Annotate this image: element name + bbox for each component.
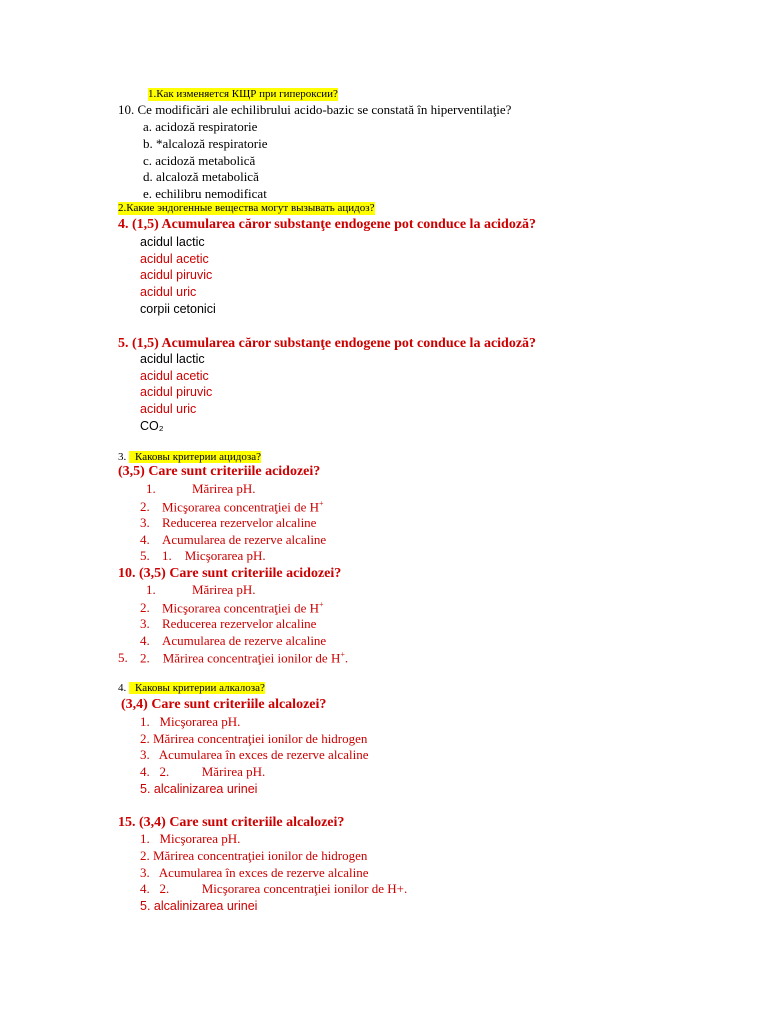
list-item: acidul piruvic bbox=[140, 268, 213, 282]
list-item: 5. 1. Micşorarea pH. bbox=[140, 548, 266, 563]
list-item: 2. Micşorarea concentraţiei de H+ bbox=[140, 600, 324, 616]
list-item: 4. 2. Mărirea pH. bbox=[140, 764, 266, 779]
section-4-title: Каковы критерии алкалоза? bbox=[129, 682, 265, 694]
list-item: 5. alcalinizarea urinei bbox=[140, 899, 258, 913]
list-item: 2. Mărirea concentraţiei ionilor de hidrogen bbox=[140, 848, 368, 863]
question-10-title: 10. (3,5) Care sunt criteriile acidozei? bbox=[118, 566, 342, 581]
question-5-title: 5. (1,5) Acumularea căror substanţe endogene pot conduce la acidoză? bbox=[118, 336, 537, 351]
list-item: acidul piruvic bbox=[140, 385, 213, 399]
acidosis-question-title: (3,5) Care sunt criteriile acidozei? bbox=[118, 464, 321, 479]
option-a: a. acidoză respiratorie bbox=[143, 119, 258, 134]
list-item: acidul lactic bbox=[140, 352, 205, 366]
list-item: 4. Acumularea de rezerve alcaline bbox=[140, 532, 327, 547]
section-4-number: 4. bbox=[118, 682, 127, 694]
question-15-title: 15. (3,4) Care sunt criteriile alcalozei? bbox=[118, 815, 345, 830]
list-item: 5. alcalinizarea urinei bbox=[140, 782, 258, 796]
list-item: 1. Mărirea pH. bbox=[146, 582, 256, 597]
list-item: 4. 2. Micşorarea concentraţiei ionilor de H+. bbox=[140, 881, 408, 896]
section-3-title: Каковы критерии ацидоза? bbox=[129, 451, 261, 463]
section-2-heading: 2.Какие эндогенные вещества могут вызывать ацидоз? bbox=[118, 202, 375, 214]
list-item: 3. Reducerea rezervelor alcaline bbox=[140, 616, 317, 631]
section-1-heading: 1.Как изменяется КЩР при гипероксии? bbox=[148, 88, 338, 100]
list-item: acidul acetic bbox=[140, 369, 209, 383]
list-item: 3. Reducerea rezervelor alcaline bbox=[140, 515, 317, 530]
section-3-number: 3. bbox=[118, 451, 127, 463]
option-d: d. alcaloză metabolică bbox=[143, 169, 259, 184]
option-e: e. echilibru nemodificat bbox=[143, 186, 267, 201]
section-3-heading bbox=[118, 451, 261, 464]
option-c: c. acidoză metabolică bbox=[143, 153, 256, 168]
list-item: 2. Micşorarea concentraţiei de H+ bbox=[140, 499, 324, 515]
list-item: 2. Mărirea concentraţiei ionilor de hidrogen bbox=[140, 731, 368, 746]
list-item: acidul lactic bbox=[140, 235, 205, 249]
alkalosis-question-title: (3,4) Care sunt criteriile alcalozei? bbox=[121, 697, 327, 712]
list-item: 1. Micşorarea pH. bbox=[140, 831, 241, 846]
question-4-title: 4. (1,5) Acumularea căror substanţe endogene pot conduce la acidoză? bbox=[118, 217, 537, 232]
list-item: 5. 2. Mărirea concentraţiei ionilor de H+. bbox=[118, 650, 349, 666]
list-item: acidul uric bbox=[140, 402, 197, 416]
list-item: acidul acetic bbox=[140, 252, 209, 266]
list-item: 4. Acumularea de rezerve alcaline bbox=[140, 633, 327, 648]
list-item: CO₂ bbox=[140, 419, 164, 433]
option-b: b. *alcaloză respiratorie bbox=[143, 136, 268, 151]
list-item: 1. Micşorarea pH. bbox=[140, 714, 241, 729]
list-item: 3. Acumularea în exces de rezerve alcaline bbox=[140, 865, 369, 880]
list-item: acidul uric bbox=[140, 285, 197, 299]
list-item: corpii cetonici bbox=[140, 302, 216, 316]
section-4-heading bbox=[118, 682, 265, 695]
list-item: 1. Mărirea pH. bbox=[146, 481, 256, 496]
question-10: 10. Ce modificări ale echilibrului acido-bazic se constată în hiperventilaţie? bbox=[118, 102, 512, 117]
list-item: 3. Acumularea în exces de rezerve alcaline bbox=[140, 747, 369, 762]
